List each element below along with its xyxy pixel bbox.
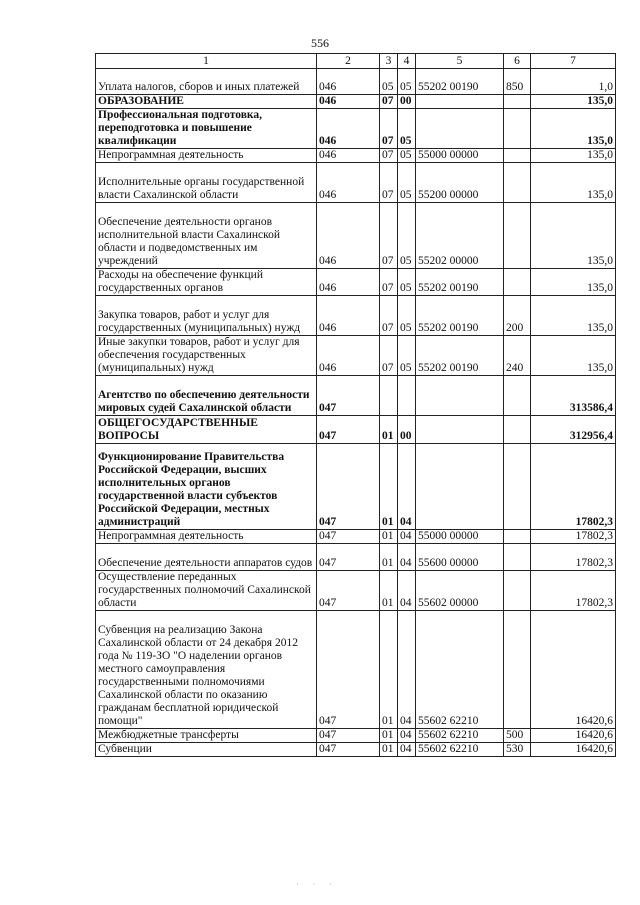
row-subsection: 04 <box>398 743 416 757</box>
row-subsection: 04 <box>398 544 416 571</box>
row-section: 07 <box>380 269 398 296</box>
row-amount: 17802,3 <box>531 571 616 611</box>
row-target-code <box>416 444 504 530</box>
row-subsection: 05 <box>398 149 416 163</box>
table-row <box>96 109 616 149</box>
row-expense-type <box>504 269 531 296</box>
row-admin-code: 046 <box>317 163 380 203</box>
column-header-2: 2 <box>317 54 380 69</box>
row-admin-code: 046 <box>317 269 380 296</box>
row-amount: 16420,6 <box>531 729 616 743</box>
row-subsection: 04 <box>398 530 416 544</box>
row-amount: 312956,4 <box>531 416 616 444</box>
row-amount: 135,0 <box>531 296 616 336</box>
row-admin-code: 046 <box>317 95 380 109</box>
table-row <box>96 163 616 203</box>
row-expense-type: 200 <box>504 296 531 336</box>
row-expense-type <box>504 544 531 571</box>
row-name: Закупка товаров, работ и услуг для государственных (муниципальных) нужд <box>96 296 317 336</box>
row-subsection: 05 <box>398 69 416 95</box>
row-admin-code: 047 <box>317 444 380 530</box>
row-target-code: 55202 00190 <box>416 269 504 296</box>
table-row <box>96 69 616 95</box>
row-admin-code: 046 <box>317 336 380 376</box>
row-expense-type <box>504 416 531 444</box>
table-row <box>96 444 616 530</box>
row-subsection: 04 <box>398 611 416 729</box>
row-expense-type <box>504 376 531 416</box>
row-admin-code: 046 <box>317 109 380 149</box>
table-row <box>96 95 616 109</box>
row-target-code: 55000 00000 <box>416 530 504 544</box>
row-target-code <box>416 95 504 109</box>
row-amount: 135,0 <box>531 163 616 203</box>
row-admin-code: 047 <box>317 416 380 444</box>
row-admin-code: 047 <box>317 530 380 544</box>
row-amount: 135,0 <box>531 109 616 149</box>
row-section: 07 <box>380 109 398 149</box>
row-expense-type: 530 <box>504 743 531 757</box>
row-amount: 313586,4 <box>531 376 616 416</box>
row-admin-code: 046 <box>317 203 380 269</box>
row-admin-code: 047 <box>317 611 380 729</box>
row-section: 05 <box>380 69 398 95</box>
row-section: 01 <box>380 530 398 544</box>
row-amount: 135,0 <box>531 269 616 296</box>
row-target-code: 55602 00000 <box>416 571 504 611</box>
row-section: 01 <box>380 743 398 757</box>
row-name: Профессиональная подготовка, переподготовка и повышение квалификации <box>96 109 317 149</box>
row-name: Непрограммная деятельность <box>96 149 317 163</box>
column-header-5: 5 <box>416 54 504 69</box>
row-target-code: 55202 00190 <box>416 69 504 95</box>
column-header-6: 6 <box>504 54 531 69</box>
row-amount: 135,0 <box>531 203 616 269</box>
row-expense-type <box>504 611 531 729</box>
row-target-code: 55000 00000 <box>416 149 504 163</box>
row-target-code <box>416 376 504 416</box>
row-amount: 16420,6 <box>531 743 616 757</box>
page-number: 556 <box>311 36 329 50</box>
row-subsection: 05 <box>398 109 416 149</box>
row-amount: 16420,6 <box>531 611 616 729</box>
row-expense-type <box>504 444 531 530</box>
row-expense-type: 850 <box>504 69 531 95</box>
row-name: Расходы на обеспечение функций государственных органов <box>96 269 317 296</box>
row-name: Исполнительные органы государственной власти Сахалинской области <box>96 163 317 203</box>
row-target-code: 55202 00190 <box>416 336 504 376</box>
row-target-code <box>416 109 504 149</box>
table-row <box>96 416 616 444</box>
table-row <box>96 296 616 336</box>
scan-mark: · · · <box>296 880 338 889</box>
table-row <box>96 149 616 163</box>
column-header-1: 1 <box>96 54 317 69</box>
column-header-7: 7 <box>531 54 616 69</box>
row-section: 07 <box>380 203 398 269</box>
row-subsection: 00 <box>398 95 416 109</box>
row-expense-type: 500 <box>504 729 531 743</box>
row-expense-type: 240 <box>504 336 531 376</box>
row-target-code: 55602 62210 <box>416 743 504 757</box>
row-section: 01 <box>380 611 398 729</box>
row-section: 07 <box>380 95 398 109</box>
row-name: Межбюджетные трансферты <box>96 729 317 743</box>
row-expense-type <box>504 149 531 163</box>
row-section <box>380 376 398 416</box>
row-section: 07 <box>380 163 398 203</box>
row-amount: 1,0 <box>531 69 616 95</box>
row-admin-code: 046 <box>317 149 380 163</box>
row-expense-type <box>504 571 531 611</box>
budget-table <box>95 53 616 757</box>
row-name: Иные закупки товаров, работ и услуг для обеспечения государственных (муниципальных) нужд <box>96 336 317 376</box>
row-target-code: 55202 00190 <box>416 296 504 336</box>
row-target-code: 55200 00000 <box>416 163 504 203</box>
row-admin-code: 047 <box>317 571 380 611</box>
row-section: 07 <box>380 336 398 376</box>
table-row <box>96 376 616 416</box>
row-admin-code: 046 <box>317 69 380 95</box>
row-section: 01 <box>380 544 398 571</box>
row-subsection: 05 <box>398 203 416 269</box>
row-subsection <box>398 376 416 416</box>
row-expense-type <box>504 530 531 544</box>
row-target-code: 55602 62210 <box>416 729 504 743</box>
table-row <box>96 530 616 544</box>
row-section: 01 <box>380 444 398 530</box>
row-subsection: 04 <box>398 571 416 611</box>
table-row <box>96 269 616 296</box>
row-section: 01 <box>380 571 398 611</box>
row-name: ОБРАЗОВАНИЕ <box>96 95 317 109</box>
row-admin-code: 047 <box>317 743 380 757</box>
row-amount: 17802,3 <box>531 530 616 544</box>
row-amount: 135,0 <box>531 95 616 109</box>
table-row <box>96 743 616 757</box>
row-name: Непрограммная деятельность <box>96 530 317 544</box>
row-subsection: 04 <box>398 729 416 743</box>
column-header-4: 4 <box>398 54 416 69</box>
row-name: Обеспечение деятельности аппаратов судов <box>96 544 317 571</box>
row-expense-type <box>504 203 531 269</box>
row-expense-type <box>504 163 531 203</box>
row-target-code: 55600 00000 <box>416 544 504 571</box>
row-subsection: 05 <box>398 269 416 296</box>
row-section: 01 <box>380 416 398 444</box>
row-subsection: 05 <box>398 296 416 336</box>
table-row <box>96 544 616 571</box>
row-expense-type <box>504 109 531 149</box>
table-row <box>96 571 616 611</box>
row-amount: 17802,3 <box>531 544 616 571</box>
row-admin-code: 047 <box>317 729 380 743</box>
row-section: 01 <box>380 729 398 743</box>
row-amount: 135,0 <box>531 149 616 163</box>
row-name: Агентство по обеспечению деятельности мировых судей Сахалинской области <box>96 376 317 416</box>
row-admin-code: 047 <box>317 376 380 416</box>
row-name: Уплата налогов, сборов и иных платежей <box>96 69 317 95</box>
table-row <box>96 611 616 729</box>
row-name: ОБЩЕГОСУДАРСТВЕННЫЕ ВОПРОСЫ <box>96 416 317 444</box>
row-section: 07 <box>380 296 398 336</box>
row-target-code <box>416 416 504 444</box>
table-row <box>96 203 616 269</box>
row-target-code: 55202 00000 <box>416 203 504 269</box>
row-expense-type <box>504 95 531 109</box>
row-subsection: 05 <box>398 336 416 376</box>
table-body <box>96 69 616 757</box>
row-target-code: 55602 62210 <box>416 611 504 729</box>
table-row <box>96 729 616 743</box>
row-section: 07 <box>380 149 398 163</box>
row-name: Обеспечение деятельности органов исполнительной власти Сахалинской области и подведомственных им учреждений <box>96 203 317 269</box>
row-name: Осуществление переданных государственных полномочий Сахалинской области <box>96 571 317 611</box>
row-subsection: 00 <box>398 416 416 444</box>
row-name: Функционирование Правительства Российской Федерации, высших исполнительных органов государственной власти субъектов Российской Федерации, местных администраций <box>96 444 317 530</box>
row-name: Субвенция на реализацию Закона Сахалинской области от 24 декабря 2012 года № 119-ЗО "О наделении органов местного самоуправления государственными полномочиями Сахалинской области по оказанию гражданам бесплатной юридической помощи" <box>96 611 317 729</box>
column-header-3: 3 <box>380 54 398 69</box>
row-amount: 17802,3 <box>531 444 616 530</box>
row-subsection: 04 <box>398 444 416 530</box>
row-admin-code: 046 <box>317 296 380 336</box>
row-name: Субвенции <box>96 743 317 757</box>
row-amount: 135,0 <box>531 336 616 376</box>
table-header-row <box>96 54 616 69</box>
table-row <box>96 336 616 376</box>
row-subsection: 05 <box>398 163 416 203</box>
row-admin-code: 047 <box>317 544 380 571</box>
